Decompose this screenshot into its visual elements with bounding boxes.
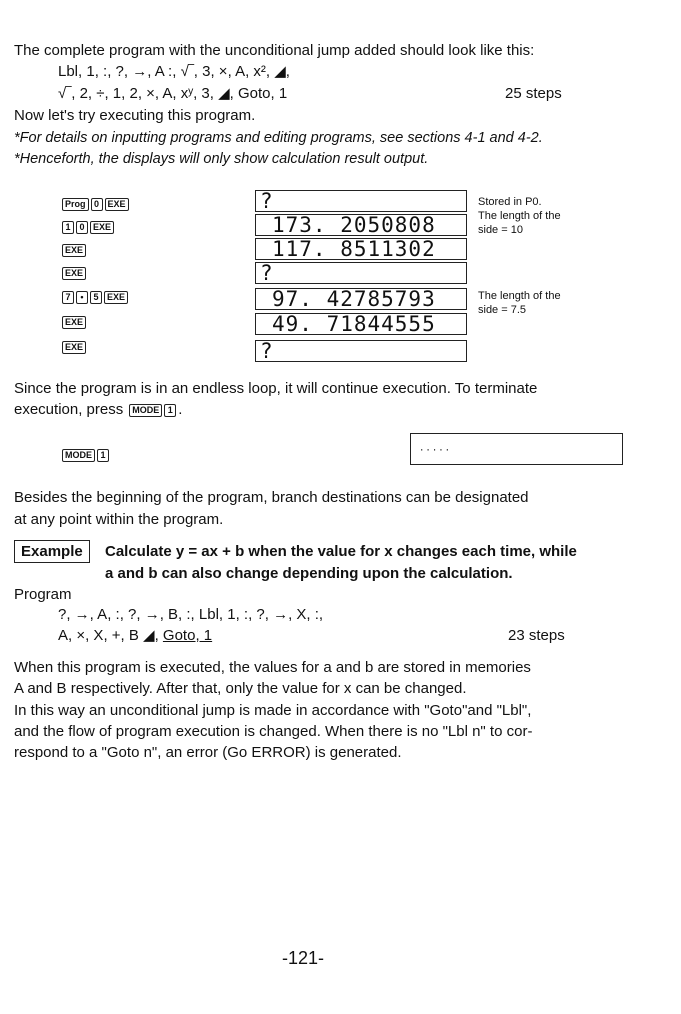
key-sequence-mode — [62, 446, 111, 464]
display-result: 49. 71844555 — [255, 313, 467, 335]
footnote-1: *For details on inputting programs and editing programs, see sections 4-1 and 4-2. — [14, 130, 543, 146]
intro-line: The complete program with the unconditional jump added should look like this: — [14, 42, 535, 59]
explanation-line-1: When this program is executed, the values for a and b are stored in memories — [14, 659, 531, 676]
display-running — [410, 433, 623, 465]
example-step-count: 23 steps — [508, 627, 565, 644]
key-0[interactable]: 0 — [91, 198, 103, 211]
note-length-value: side = 10 — [478, 224, 523, 236]
loop-line-2-text: execution, press — [14, 401, 124, 418]
key-exe[interactable]: EXE — [62, 316, 86, 329]
key-prog[interactable]: Prog — [62, 198, 89, 211]
note-length-label: The length of the — [478, 290, 561, 302]
explanation-line-5: respond to a "Goto n", an error (Go ERROR) is generated. — [14, 744, 402, 761]
loop-line-1: Since the program is in an endless loop, it will continue execution. To terminate — [14, 380, 538, 397]
key-sequence-2 — [62, 218, 116, 236]
footnote-2: *Henceforth, the displays will only show calculation result output. — [14, 151, 429, 167]
key-1[interactable]: 1 — [62, 221, 74, 234]
explanation-line-2: A and B respectively. After that, only the value for x can be changed. — [14, 680, 467, 697]
display-result: 117. 8511302 — [255, 238, 467, 260]
display-prompt: ? — [255, 190, 467, 212]
key-sequence-5 — [62, 288, 130, 306]
note-length-value: side = 7.5 — [478, 304, 527, 316]
branch-line-2: at any point within the program. — [14, 511, 224, 528]
key-sequence-3 — [62, 241, 88, 259]
key-sequence-4 — [62, 264, 88, 282]
key-0[interactable]: 0 — [76, 221, 88, 234]
key-1[interactable]: 1 — [97, 449, 109, 462]
display-prompt: ? — [255, 340, 467, 362]
display-result: 173. 2050808 — [255, 214, 467, 236]
example-program-line-2-start: A, ×, X, +, B ◢, — [58, 627, 159, 644]
loop-line-2 — [14, 400, 182, 420]
key-exe[interactable]: EXE — [62, 341, 86, 354]
loop-line-2-period: . — [178, 401, 183, 418]
program-line-2: √‾, 2, ÷, 1, 2, ×, A, xʸ, 3, ◢, Goto, 1 — [58, 85, 288, 102]
key-5[interactable]: 5 — [90, 291, 102, 304]
note-length-label: The length of the — [478, 210, 561, 222]
key-exe[interactable]: EXE — [62, 244, 86, 257]
example-program-goto: Goto, 1 — [162, 627, 213, 644]
example-label: Example — [14, 540, 90, 563]
key-1[interactable]: 1 — [164, 404, 176, 417]
program-label: Program — [14, 586, 72, 603]
key-sequence-1 — [62, 195, 131, 213]
display-result: 97. 42785793 — [255, 288, 467, 310]
note-stored: Stored in P0. — [478, 196, 542, 208]
key-mode[interactable]: MODE — [129, 404, 162, 417]
branch-line-1: Besides the beginning of the program, branch destinations can be designated — [14, 489, 529, 506]
key-7[interactable]: 7 — [62, 291, 74, 304]
key-exe[interactable]: EXE — [62, 267, 86, 280]
display-prompt: ? — [255, 262, 467, 284]
example-title-1: Calculate y = ax + b when the value for x changes each time, while — [105, 543, 577, 560]
step-count: 25 steps — [505, 85, 562, 102]
key-sequence-7 — [62, 338, 88, 356]
explanation-line-4: and the flow of program execution is changed. When there is no "Lbl n" to cor- — [14, 723, 533, 740]
example-program-line-1: ?, →, A, :, ?, →, B, :, Lbl, 1, :, ?, →, X, :, — [58, 606, 324, 623]
example-program-line-2 — [58, 626, 212, 646]
key-exe[interactable]: EXE — [90, 221, 114, 234]
key-sequence-6 — [62, 313, 88, 331]
key-decimal-point[interactable]: • — [76, 291, 88, 304]
try-line: Now let's try executing this program. — [14, 107, 256, 124]
key-exe[interactable]: EXE — [105, 198, 129, 211]
running-indicator: ····· — [419, 446, 452, 456]
key-mode[interactable]: MODE — [62, 449, 95, 462]
page-number: -121- — [282, 948, 325, 968]
key-exe[interactable]: EXE — [104, 291, 128, 304]
explanation-line-3: In this way an unconditional jump is made in accordance with "Goto"and "Lbl", — [14, 702, 532, 719]
program-line-1: Lbl, 1, :, ?, →, A :, √‾, 3, ×, A, x², ◢, — [58, 63, 290, 80]
example-title-2: a and b can also change depending upon the calculation. — [105, 565, 513, 582]
